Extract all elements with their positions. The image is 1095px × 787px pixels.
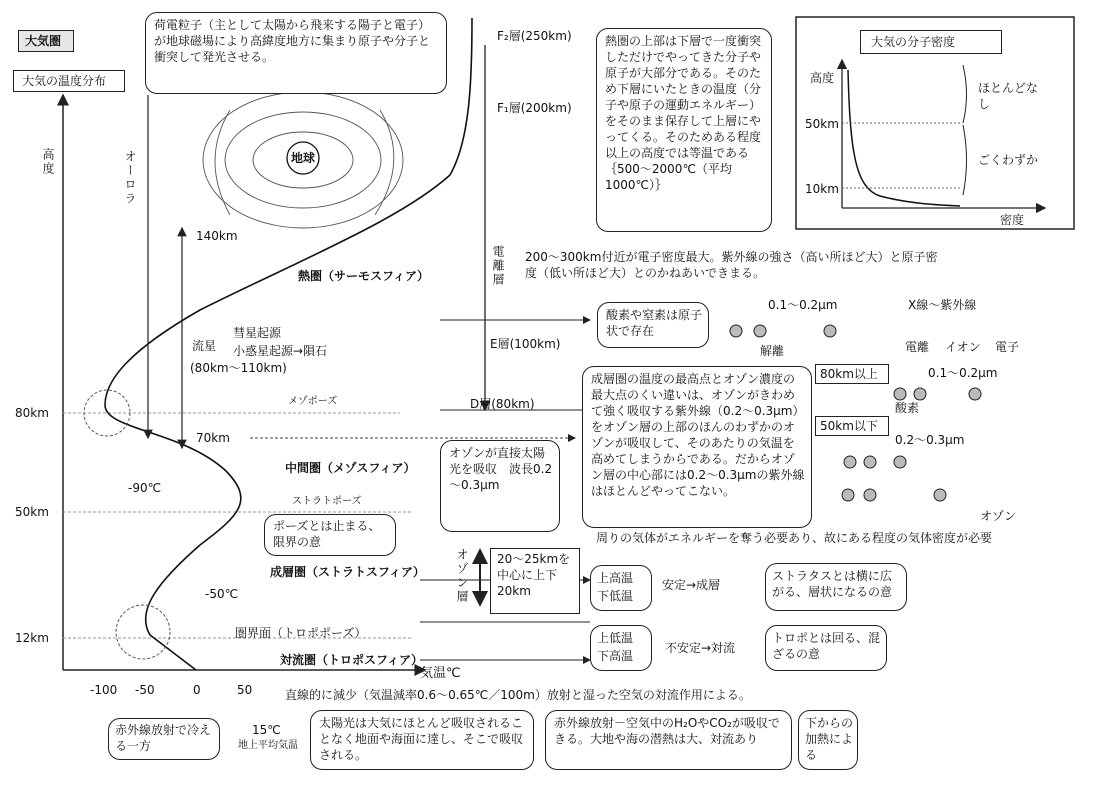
trop-rule-box bbox=[590, 625, 652, 671]
ozone-energy: 周りの気体がエネルギーを奪う必要あり、故にある程度の気体密度が必要 bbox=[596, 531, 993, 545]
temp-dist-label: 大気の温度分布 bbox=[22, 74, 107, 88]
trop-rule-b: 下高温 bbox=[597, 649, 634, 663]
temp-axis-label: 気温℃ bbox=[420, 666, 461, 681]
density-tick-50: 50km bbox=[805, 117, 839, 131]
ozone-center-box bbox=[490, 548, 580, 614]
temp-dist-box bbox=[13, 70, 125, 92]
ozone-absorb-box bbox=[440, 440, 560, 532]
pause-note-box bbox=[264, 514, 396, 556]
meteor-asteroid: 小惑星起源→隕石 bbox=[233, 344, 328, 358]
meteor-label: 流星 bbox=[192, 339, 217, 353]
tropopause-label: 圏界面（トロポポーズ） bbox=[235, 626, 367, 640]
trop-rule-result: 不安定→対流 bbox=[665, 641, 736, 655]
ozone-absorb: オゾンが直接太陽光を吸収 波長0.2～0.3μm bbox=[449, 446, 553, 492]
sun-absorb-box bbox=[310, 710, 534, 770]
alt-tick-12: 12km bbox=[15, 631, 49, 645]
temp-minus90: -90℃ bbox=[128, 481, 162, 495]
temp-tick: 50 bbox=[237, 683, 253, 697]
below50: 50km以下 bbox=[820, 419, 878, 433]
density-title-box bbox=[860, 30, 1002, 54]
trop-rule-a: 上低温 bbox=[597, 631, 634, 645]
aurora-note: 荷電粒子（主として太陽から飛来する陽子と電子）が地球磁場により高緯度地方に集まり原子や分子と衝突して発光させる。 bbox=[154, 18, 431, 64]
ozone-ozone: オゾン bbox=[980, 509, 1017, 523]
density-title: 大気の分子密度 bbox=[871, 35, 956, 49]
ozone-note: 成層圏の温度の最高点とオゾン濃度の最大点のくい違いは、オゾンがきわめて強く吸収する紫外線（0.2～0.3μm）をオゾン層の上部のほんのわずかのオゾンが吸収して、そのあたりの気温を高めてしまうからである。だからオゾン層の中心部には0.2～0.3μmの紫外線はほとんどやってこない。 bbox=[591, 372, 805, 498]
earth-label: 地球 bbox=[291, 151, 316, 165]
trop-note-box bbox=[765, 625, 887, 671]
e-layer: E層(100km) bbox=[490, 337, 561, 351]
atoms-ion: イオン bbox=[945, 340, 981, 354]
above80-box bbox=[815, 364, 889, 384]
ozone-w2: 0.2～0.3μm bbox=[895, 433, 965, 447]
density-almost-none: ほとんどなし bbox=[978, 81, 1039, 111]
density-curve bbox=[848, 70, 960, 206]
d-layer: D層(80km) bbox=[470, 397, 535, 411]
thermo-note: 熱圏の上部は下層で一度衝突しただけでやってきた分子や原子が大部分である。そのため下層にいたときの温度（分子や原子の運動エネルギー）をそのまま保存して上層にやってくる。そのためある程度以上の高度では等温である｛500～2000℃（平均1000℃）｝ bbox=[605, 34, 762, 192]
km140: 140km bbox=[196, 229, 238, 243]
ir-cool-box bbox=[108, 718, 220, 760]
atoms-note: 酸素や窒素は原子状で存在 bbox=[606, 308, 703, 338]
strat-rule-box bbox=[590, 565, 652, 611]
f2-layer: F₂層(250km) bbox=[497, 29, 572, 43]
heat-below: 下からの加熱による bbox=[805, 716, 854, 762]
above80: 80km以上 bbox=[820, 367, 878, 381]
aurora-note-box bbox=[145, 12, 447, 94]
ir-absorb: 赤外線放射－空気中のH₂OやCO₂が吸収できる。大地や海の潜熱は大、対流あり bbox=[554, 716, 780, 746]
ozone-center: 20～25kmを中心に上下20km bbox=[497, 552, 571, 598]
temp-minus50: -50℃ bbox=[205, 587, 239, 601]
page-title-box bbox=[18, 30, 74, 52]
mesosphere-label: 中間圏（メゾスフィア） bbox=[285, 461, 416, 475]
strat-note-box bbox=[765, 563, 907, 611]
atoms-ionize: 電離 bbox=[905, 340, 930, 354]
atoms-note-box bbox=[597, 302, 709, 348]
ir-cool: 赤外線放射で冷える一方 bbox=[115, 723, 212, 753]
atoms-wavelength: 0.1～0.2μm bbox=[768, 298, 838, 312]
alt-tick-50: 50km bbox=[15, 505, 49, 519]
sun-absorb: 太陽光は大気にほとんど吸収されることなく地面や海面に達し、そこで吸収される。 bbox=[319, 716, 524, 762]
page-title: 大気圏 bbox=[25, 34, 62, 48]
trop-note: トロポとは回る、混ざるの意 bbox=[772, 631, 881, 661]
aurora-label: オーロラ bbox=[123, 150, 137, 206]
thermosphere-label: 熱圏（サーモスフィア） bbox=[298, 269, 430, 283]
density-xlabel: 密度 bbox=[1000, 213, 1025, 227]
below50-box bbox=[815, 416, 889, 436]
strat-rule-a: 上高温 bbox=[597, 571, 634, 585]
stratopause-label: ストラトポーズ bbox=[292, 496, 362, 507]
density-tick-10: 10km bbox=[805, 182, 839, 196]
mesopause-label: メゾポーズ bbox=[288, 396, 338, 407]
ir-absorb-box bbox=[545, 710, 792, 770]
density-very-little: ごくわずか bbox=[978, 153, 1039, 167]
surface-avg: 地上平均気温 bbox=[238, 740, 298, 751]
atoms-dissociation: 解離 bbox=[760, 344, 785, 358]
stratosphere-label: 成層圏（ストラトスフィア） bbox=[270, 565, 425, 579]
thermo-note-box bbox=[596, 28, 772, 232]
ozone-oxygen: 酸素 bbox=[895, 401, 920, 415]
atoms-xray: X線～紫外線 bbox=[908, 298, 977, 312]
strat-rule-result: 安定→成層 bbox=[662, 578, 721, 592]
ionosphere-label: 電離層 bbox=[491, 245, 505, 287]
troposphere-label: 対流圏（トロポスフィア） bbox=[280, 653, 424, 667]
strat-rule-b: 下低温 bbox=[597, 589, 634, 603]
atoms-electron: 電子 bbox=[995, 340, 1020, 354]
heat-below-box bbox=[798, 710, 858, 770]
strat-note: ストラタスとは横に広がる、層状になるの意 bbox=[772, 569, 893, 599]
altitude-axis-label: 高度 bbox=[41, 148, 55, 176]
ionosphere-note: 200～300km付近が電子密度最大。紫外線の強さ（高い所ほど大）と原子密度（低い所ほど大）とのかねあいできまる。 bbox=[525, 250, 938, 280]
ozone-w1: 0.1～0.2μm bbox=[928, 366, 998, 380]
ozone-note-box bbox=[582, 366, 812, 528]
density-ylabel: 高度 bbox=[810, 71, 835, 85]
tropopause-circle bbox=[116, 605, 170, 659]
km70: 70km bbox=[196, 431, 230, 445]
temp-tick: -100 bbox=[90, 683, 118, 697]
temp-tick: 0 bbox=[193, 683, 201, 697]
pause-note: ポーズとは止まる、限界の意 bbox=[273, 519, 381, 549]
meteor-range: (80km～110km) bbox=[190, 361, 287, 375]
lapse-note: 直線的に減少（気温減率0.6～0.65℃／100m）放射と湿った空気の対流作用による。 bbox=[285, 688, 751, 702]
f1-layer: F₁層(200km) bbox=[497, 101, 572, 115]
meteor-comet: 彗星起源 bbox=[233, 326, 282, 340]
temp-plus15: 15℃ bbox=[252, 723, 281, 737]
ozone-layer-label: オゾン層 bbox=[455, 548, 469, 604]
temp-tick: -50 bbox=[135, 683, 155, 697]
alt-tick-80: 80km bbox=[15, 406, 49, 420]
